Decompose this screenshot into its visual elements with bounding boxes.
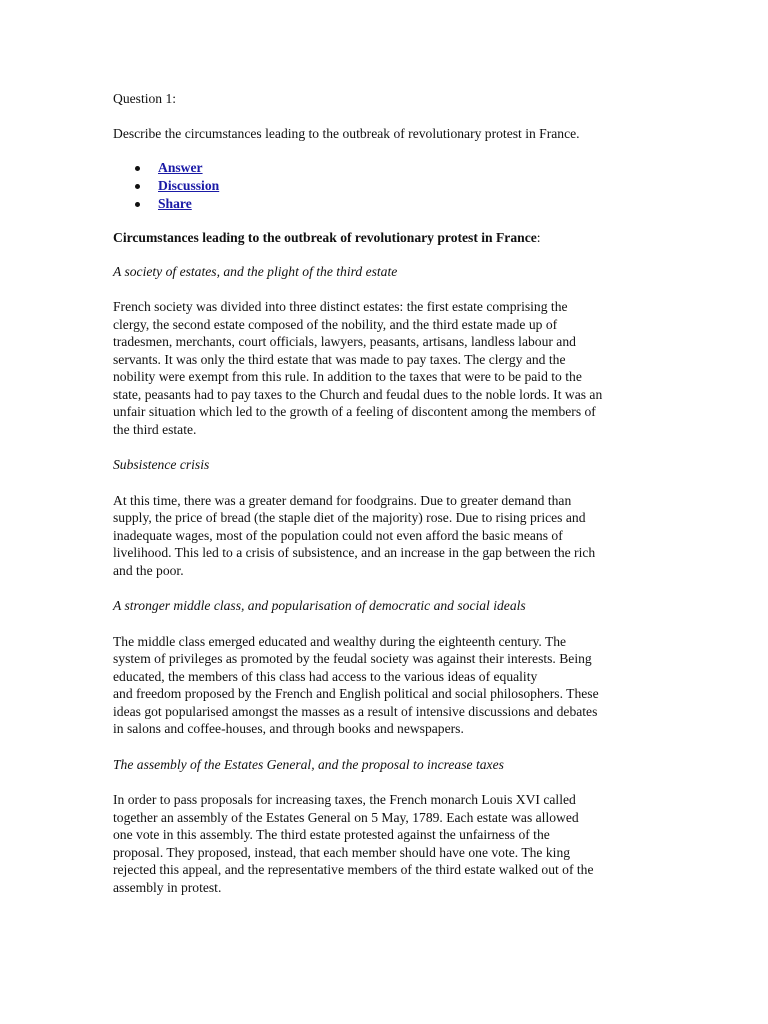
answer-tabs <box>113 159 658 213</box>
section-heading: The assembly of the Estates General, and the proposal to increase taxes <box>113 756 504 772</box>
tab-discussion <box>113 177 658 195</box>
answer-link[interactable]: Answer <box>158 160 203 175</box>
section-heading: Subsistence crisis <box>113 457 210 472</box>
share-link[interactable]: Share <box>158 196 192 211</box>
discussion-link[interactable]: Discussion <box>158 178 220 193</box>
answer-heading <box>113 229 658 247</box>
bullet-icon <box>135 202 140 207</box>
section-body: In order to pass proposals for increasing taxes, the French monarch Louis XVI called together an assembly of the Estates General on 5 May, 1789. Each estate was allowed one vote in this assembly. The third estate protested against the unfairness of the proposal. They proposed, instead, that each member should have one vote. The king rejected this appeal, and the representative members of the third estate walked out of the assembly in protest. <box>113 792 594 895</box>
section-body: The middle class emerged educated and wealthy during the eighteenth century. The system of privileges as promoted by the feudal society was against their interests. Being educated, the members of this class had access to the various ideas of equality and freedom proposed by the French and English political and social philosophers. These ideas got popularised amongst the masses as a result of intensive discussions and debates in salons and coffee-houses, and through books and newspapers. <box>113 633 599 736</box>
answer-heading-text: Circumstances leading to the outbreak of revolutionary protest in France <box>113 230 537 245</box>
bullet-icon <box>135 166 140 171</box>
bullet-icon <box>135 184 140 189</box>
section-heading: A stronger middle class, and popularisation of democratic and social ideals <box>113 598 526 613</box>
section-heading: A society of estates, and the plight of the third estate <box>113 263 398 279</box>
answer-heading-suffix: : <box>536 230 541 245</box>
document-content <box>113 90 658 914</box>
question-text: Describe the circumstances leading to the outbreak of revolutionary protest in France. <box>113 125 580 141</box>
tab-answer <box>113 159 658 177</box>
section-body: At this time, there was a greater demand for foodgrains. Due to greater demand than supply, the price of bread (the staple diet of the majority) rose. Due to rising prices and inadequate wages, most of the population could not even afford the basic means of livelihood. This led to a crisis of subsistence, and an increase in the gap between the rich and the poor. <box>113 492 596 578</box>
section-body: French society was divided into three distinct estates: the first estate comprising the clergy, the second estate composed of the nobility, and the third estate made up of tradesmen, merchants, court officials, lawyers, peasants, artisans, landless labour and servants. It was only the third estate that was made to pay taxes. The clergy and the nobility were exempt from this rule. In addition to the taxes that were to be paid to the state, peasants had to pay taxes to the Church and feudal dues to the noble lords. It was an unfair situation which led to the growth of a feeling of discontent among the members of the third estate. <box>113 299 603 437</box>
question-label: Question 1: <box>113 91 177 106</box>
tab-share <box>113 195 658 213</box>
